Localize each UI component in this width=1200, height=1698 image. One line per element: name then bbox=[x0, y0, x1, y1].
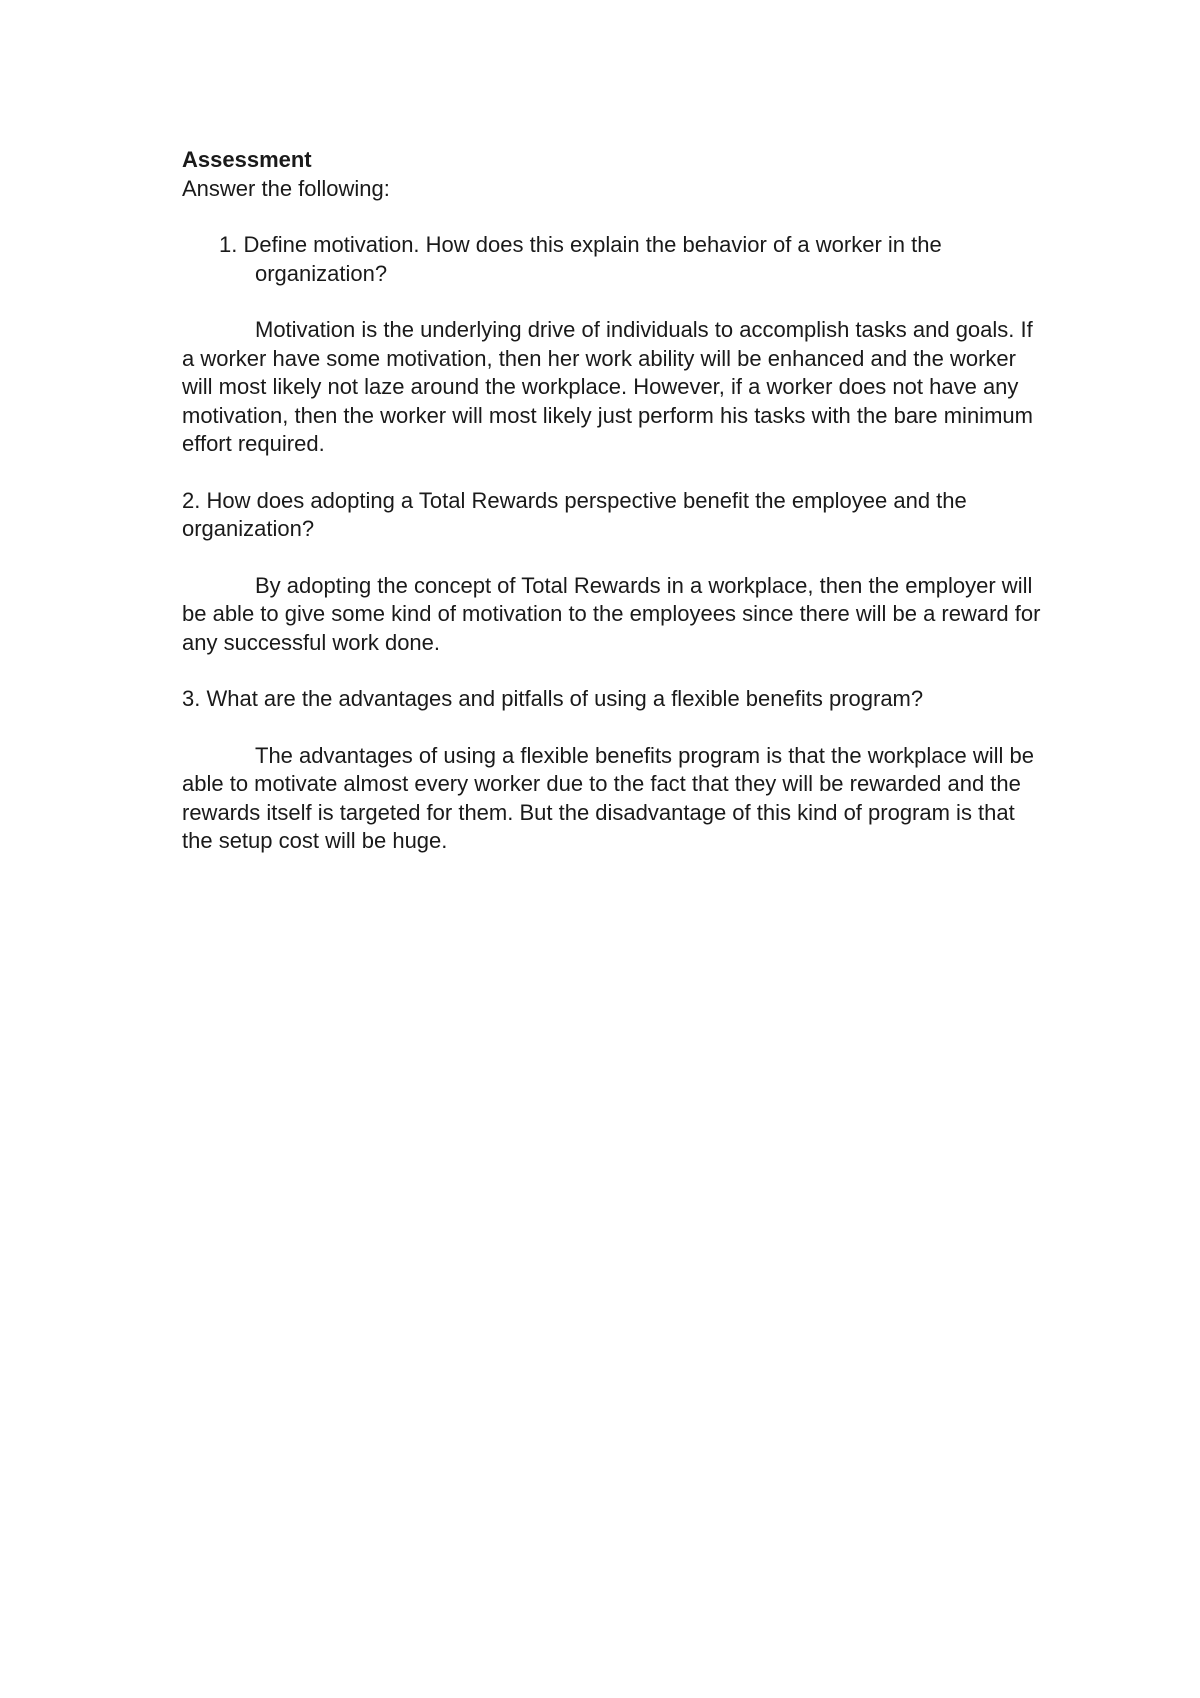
question-1: 1. Define motivation. How does this explain the behavior of a worker in the organization? bbox=[219, 232, 942, 286]
answer-1: Motivation is the underlying drive of individuals to accomplish tasks and goals. If a worker have some motivation, then her work ability will be enhanced and the worker will most likely not laze around the workplace. However, if a worker does not have any motivation, then the worker will most likely just perform his tasks with the bare minimum effort required. bbox=[182, 317, 1033, 456]
document-intro: Answer the following: bbox=[182, 175, 390, 201]
question-3: 3. What are the advantages and pitfalls of using a flexible benefits program? bbox=[182, 686, 924, 711]
document-body bbox=[182, 146, 1042, 884]
question-2: 2. How does adopting a Total Rewards perspective benefit the employee and the organization? bbox=[182, 487, 967, 541]
document-title: Assessment bbox=[182, 147, 312, 172]
answer-3: The advantages of using a flexible benefits program is that the workplace will be able to motivate almost every worker due to the fact that they will be rewarded and the rewards itself is targeted for them. But the disadvantage of this kind of program is that the setup cost will be huge. bbox=[182, 742, 1034, 853]
answer-2: By adopting the concept of Total Rewards in a workplace, then the employer will be able to give some kind of motivation to the employees since there will be a reward for any successful work done. bbox=[182, 572, 1041, 655]
